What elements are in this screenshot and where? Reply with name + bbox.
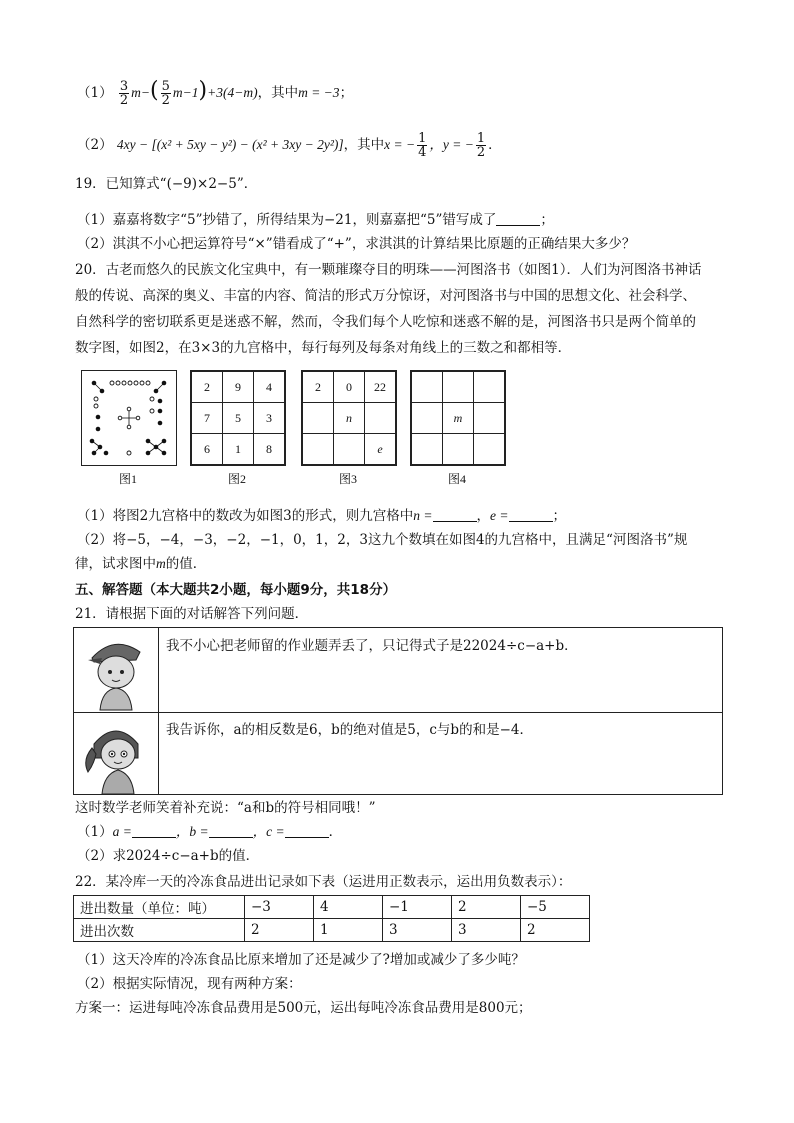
q18-p2-label: （2） <box>77 137 113 153</box>
caption-fig1: 图1 <box>119 472 138 486</box>
fraction-3-2: $\frac{3}{2}$ <box>119 79 129 108</box>
section5-heading: 五、解答题（本大题共2小题，每小题9分，共18分） <box>75 582 397 598</box>
q21-part2: （2）求2024÷c−a+b的值． <box>77 848 260 864</box>
table-row: 进出数量（单位：吨） −3 4 −1 2 −5 <box>74 896 590 919</box>
q20-line3: 自然科学的密切联系更是迷惑不解，然而，令我们每个人吃惊和迷惑不解的是，河图洛书只是两个简单的 <box>75 314 696 330</box>
q20-line2: 般的传说、高深的奥义、丰富的内容、简洁的形式万分惊讶，对河图洛书与中国的思想文化、社会科学、 <box>75 288 696 304</box>
answer-blank[interactable] <box>496 211 540 226</box>
fraction-1-2: $\frac{1}{2}$ <box>476 131 486 160</box>
q18-p2-expr: 4xy − [(x² + 5xy − y²) − (x² + 3xy − 2y²)] <box>116 137 344 152</box>
q20-line1: 20．古老而悠久的民族文化宝典中，有一颗璀璨夺目的明珠——河图洛书（如图1）．人们为河图洛书神话 <box>75 262 702 278</box>
q20-part2b: 律，试求图中m的值． <box>75 556 207 572</box>
answer-blank-n[interactable] <box>433 507 477 522</box>
girl-speech: 我告诉你，a的相反数是6，b的绝对值是5，c与b的和是−4． <box>166 722 533 738</box>
girl-with-ponytail-icon <box>74 712 158 794</box>
q20-part2a: （2）将−5，−4，−3，−2，−1，0，1，2，3这九个数填在如图4的九宫格中，且满足“河图洛书”规 <box>77 532 688 548</box>
answer-blank-a[interactable] <box>132 823 176 838</box>
q18-part1: （1） $\frac{3}{2}$ m−( $\frac{5}{2}$ m−1)+3(4−m)，其中m = −3； <box>77 78 354 108</box>
q22-part2: （2）根据实际情况，现有两种方案： <box>77 976 302 992</box>
q21-title: 21．请根据下面的对话解答下列问题． <box>75 606 309 622</box>
q22-title: 22．某冷库一天的冷冻食品进出记录如下表（运进用正数表示，运出用负数表示）： <box>75 874 572 890</box>
q19-title: 19．已知算式“(−9)×2−5”． <box>75 176 258 192</box>
q18-part2: （2） 4xy − [(x² + 5xy − y²) − (x² + 3xy − 2y²)]，其中x = − $\frac{1}{4}$ ，y = − $\frac{1}{2}$ ． <box>77 131 502 160</box>
dialog-row-girl <box>74 712 722 794</box>
figure2-grid: 2 9 4 7 5 3 6 1 8 <box>190 370 286 466</box>
figure3-grid: 2 0 22 n e <box>301 370 397 466</box>
figure1-luoshu <box>81 370 177 466</box>
q20-line4: 数字图，如图2，在3×3的九宫格中，每行每列及每条对角线上的三数之和都相等． <box>75 340 572 356</box>
q18-p1-label: （1） <box>77 85 113 101</box>
answer-blank-b[interactable] <box>209 823 253 838</box>
dialog-box <box>73 627 723 795</box>
fraction-1-4: $\frac{1}{4}$ <box>418 131 427 160</box>
q21-teacher: 这时数学老师笑着补充说：“a和b的符号相同哦！” <box>75 800 376 816</box>
figure4-grid: m <box>410 370 506 466</box>
q19-part1: （1）嘉嘉将数字“5”抄错了，所得结果为−21，则嘉嘉把“5”错写成了 ； <box>77 212 554 228</box>
boy-avatar <box>74 628 159 712</box>
girl-avatar <box>74 712 159 794</box>
q18-p1-expr: m− <box>131 85 151 100</box>
q22-part1: （1）这天冷库的冷冻食品比原来增加了还是减少了?增加或减少了多少吨？ <box>77 952 525 968</box>
caption-fig2: 图2 <box>228 472 247 486</box>
q20-part1: （1）将图2九宫格中的数改为如图3的形式，则九宫格中n = ，e = ； <box>77 508 567 524</box>
caption-fig4: 图4 <box>448 472 467 486</box>
record-table <box>73 895 590 942</box>
q21-part1: （1）a = ，b = ，c = ． <box>77 824 343 840</box>
fraction-5-2: $\frac{5}{2}$ <box>161 79 170 108</box>
q22-plan1: 方案一：运进每吨冷冻食品费用是500元，运出每吨冷冻食品费用是800元； <box>75 1000 532 1016</box>
luoshu-diagram-icon <box>82 371 176 465</box>
boy-with-cap-icon <box>74 628 158 712</box>
answer-blank-c[interactable] <box>285 823 329 838</box>
dialog-row-boy <box>74 628 722 713</box>
boy-speech: 我不小心把老师留的作业题弄丢了，只记得式子是22024÷c−a+b． <box>166 638 578 654</box>
table-row: 进出次数 2 1 3 3 2 <box>74 919 590 942</box>
answer-blank-e[interactable] <box>509 507 553 522</box>
q19-part2: （2）淇淇不小心把运算符号“×”错看成了“+”，求淇淇的计算结果比原题的正确结果大多少？ <box>77 236 636 252</box>
caption-fig3: 图3 <box>339 472 358 486</box>
